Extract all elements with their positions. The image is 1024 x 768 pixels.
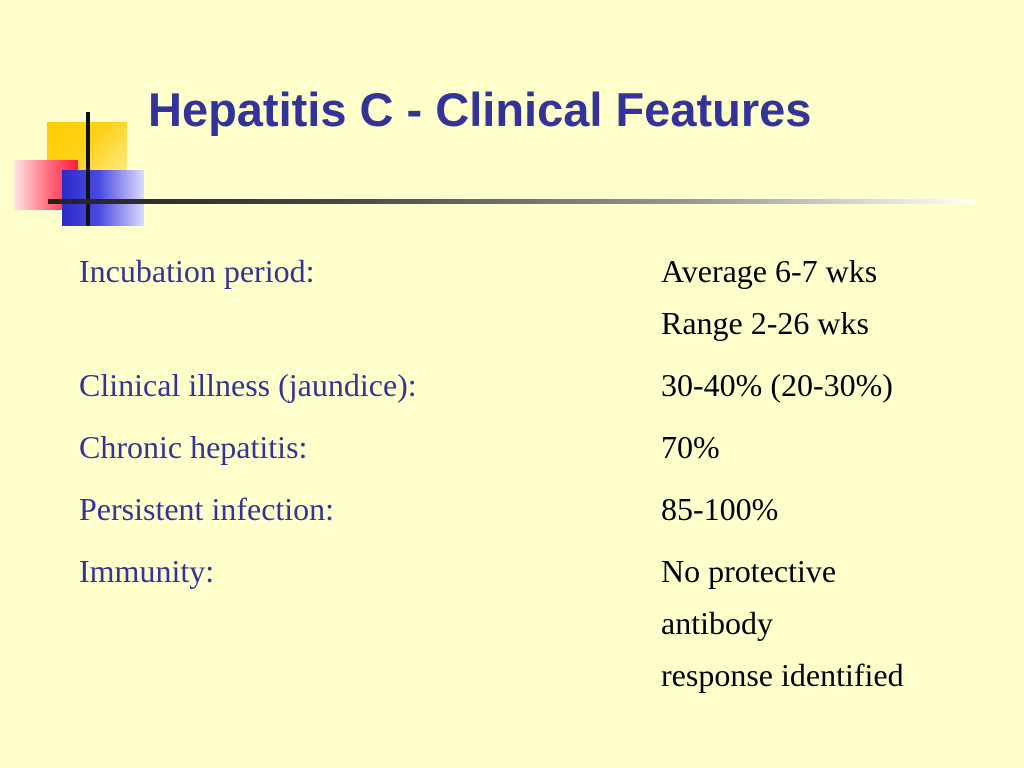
feature-row [79,545,979,701]
blue-square [62,170,144,226]
feature-value [661,545,979,701]
feature-label: Chronic hepatitis: [79,429,308,465]
feature-value [661,421,979,473]
feature-value [661,245,979,349]
vertical-rule [86,112,90,226]
feature-value-line: antibody [661,605,773,641]
feature-label: Incubation period: [79,253,315,289]
feature-value-line: Average 6-7 wks [661,253,878,289]
feature-label: Immunity: [79,553,215,589]
feature-value-line: 30-40% (20-30%) [661,367,893,403]
feature-value-line: 85-100% [661,491,779,527]
feature-value [661,483,979,535]
feature-row [79,421,979,473]
feature-list [79,245,979,711]
feature-row [79,359,979,411]
feature-label: Persistent infection: [79,491,335,527]
feature-row [79,245,979,349]
title-underline-rule [48,199,974,204]
feature-label: Clinical illness (jaundice): [79,367,417,403]
decorative-squares-logo [0,0,160,230]
feature-row [79,483,979,535]
slide-title: Hepatitis C - Clinical Features [148,83,812,136]
feature-value-line: response identified [661,657,904,693]
feature-value-line: 70% [661,429,720,465]
feature-value [661,359,979,411]
feature-value-line: Range 2-26 wks [661,305,869,341]
feature-value-line: No protective [661,553,837,589]
